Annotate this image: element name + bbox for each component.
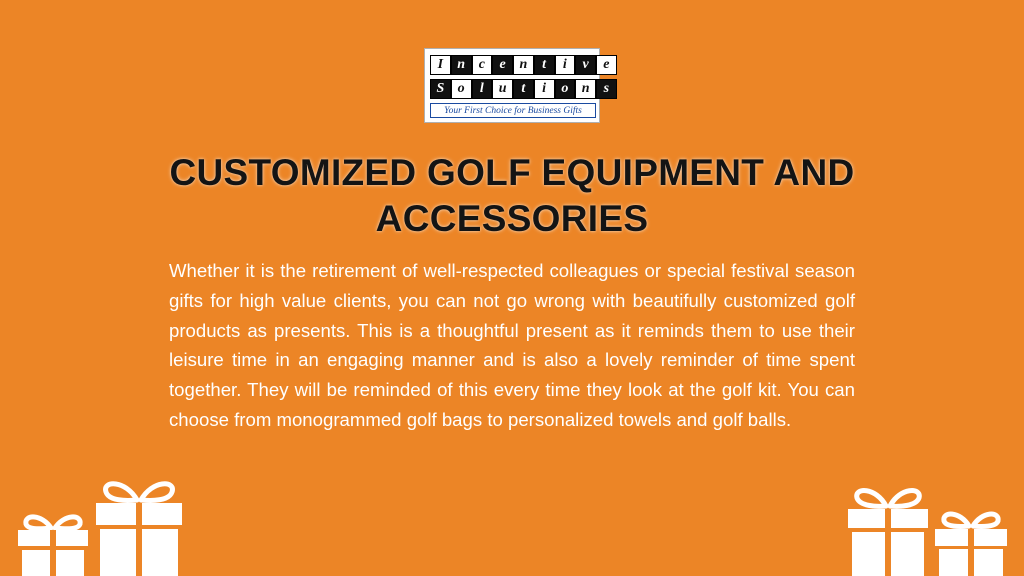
gift-box-icon bbox=[932, 508, 1010, 576]
logo-row-solutions bbox=[430, 79, 617, 99]
logo-letter: t bbox=[534, 55, 555, 75]
logo-letter: n bbox=[513, 55, 534, 75]
logo-letter: S bbox=[430, 79, 451, 99]
logo-letter: u bbox=[492, 79, 513, 99]
gift-box-icon bbox=[14, 512, 92, 576]
logo-letter: o bbox=[451, 79, 472, 99]
logo-letter: i bbox=[555, 55, 576, 75]
gift-box-icon bbox=[94, 478, 184, 576]
logo-row-incentive bbox=[430, 55, 617, 75]
logo-letter: n bbox=[451, 55, 472, 75]
logo-letter: e bbox=[492, 55, 513, 75]
incentive-solutions-logo bbox=[424, 48, 610, 123]
logo-letter: c bbox=[472, 55, 493, 75]
logo-letter: o bbox=[555, 79, 576, 99]
logo-letter: e bbox=[596, 55, 617, 75]
logo-letter: n bbox=[575, 79, 596, 99]
page-title: CUSTOMIZED GOLF EQUIPMENT AND ACCESSORIES bbox=[169, 152, 855, 239]
gift-box-icon bbox=[846, 484, 930, 576]
logo-letter: i bbox=[534, 79, 555, 99]
logo-letter: t bbox=[513, 79, 534, 99]
body-paragraph: Whether it is the retirement of well-respected colleagues or special festival season gifts for high value clients, you can not go wrong with beautifully customized golf products as presents. This is a thoughtful present as it reminds them to use their leisure time in an engaging manner and is also a lovely reminder of time spent together. They will be reminded of this every time they look at the golf kit. You can choose from monogrammed golf bags to personalized towels and golf balls. bbox=[169, 260, 855, 430]
logo-letter: l bbox=[472, 79, 493, 99]
logo-letter: v bbox=[575, 55, 596, 75]
logo-letter: s bbox=[596, 79, 617, 99]
logo-letter: I bbox=[430, 55, 451, 75]
logo-tagline: Your First Choice for Business Gifts bbox=[430, 103, 596, 118]
